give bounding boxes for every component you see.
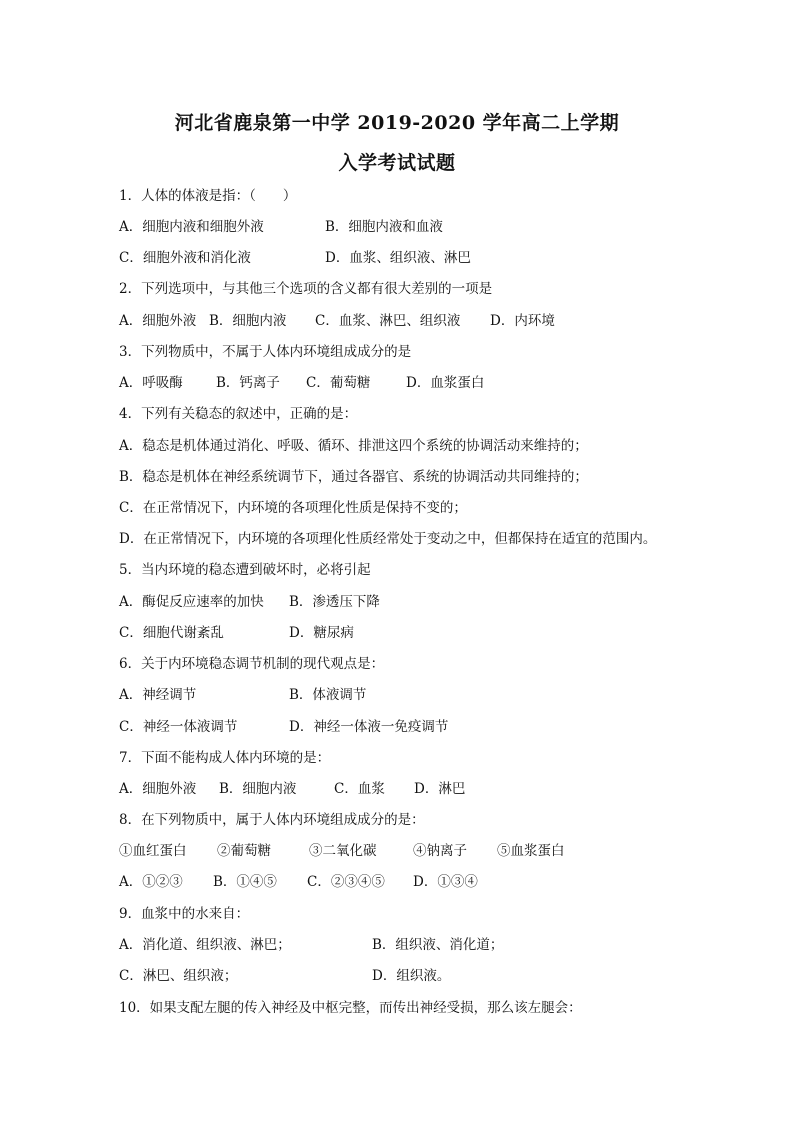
option-1b: B．细胞内液和血液 bbox=[325, 219, 443, 235]
question-10-stem: 10．如果支配左腿的传入神经及中枢完整，而传出神经受损，那么该左腿会： bbox=[119, 1000, 582, 1016]
option-1c: C．细胞外液和消化液 bbox=[119, 250, 251, 266]
question-6-stem: 6．关于内环境稳态调节机制的现代观点是： bbox=[119, 656, 385, 672]
option-3d: D．血浆蛋白 bbox=[406, 375, 485, 391]
option-7c: C．血浆 bbox=[334, 781, 385, 797]
question-6-options-row-2 bbox=[119, 717, 448, 737]
option-5d: D．糖尿病 bbox=[289, 625, 354, 641]
option-7a: A．细胞外液 bbox=[119, 781, 197, 797]
question-1-options-row-2 bbox=[119, 248, 471, 268]
option-9a: A．消化道、组织液、淋巴； bbox=[119, 937, 291, 953]
question-7-options-row-1 bbox=[119, 779, 465, 799]
option-2b: B．细胞内液 bbox=[209, 313, 287, 329]
option-6c: C．神经一体液调节 bbox=[119, 719, 238, 735]
option-6b: B．体液调节 bbox=[289, 687, 367, 703]
question-9-options-row-2 bbox=[119, 966, 450, 986]
option-3c: C．葡萄糖 bbox=[306, 375, 371, 391]
question-8-stem: 8．在下列物质中，属于人体内环境组成成分的是： bbox=[119, 812, 425, 828]
option-7d: D．淋巴 bbox=[414, 781, 466, 797]
question-3-stem: 3．下列物质中，不属于人体内环境组成成分的是 bbox=[119, 344, 412, 360]
option-8d: D．①③④ bbox=[413, 874, 478, 890]
option-6a: A．神经调节 bbox=[119, 687, 197, 703]
option-9d: D．组织液。 bbox=[372, 968, 451, 984]
question-3-options-row-1 bbox=[119, 373, 484, 393]
option-4b: B．稳态是机体在神经系统调节下，通过各器官、系统的协调活动共同维持的； bbox=[119, 469, 588, 485]
option-8b: B．①④⑤ bbox=[213, 874, 277, 890]
option-5c: C．细胞代谢紊乱 bbox=[119, 625, 224, 641]
question-1-stem: 1．人体的体液是指：（ ） bbox=[119, 188, 297, 204]
option-5b: B．渗透压下降 bbox=[289, 594, 380, 610]
question-1-options-row-1 bbox=[119, 217, 443, 237]
question-5-options-row-1 bbox=[119, 592, 380, 612]
question-7-stem: 7．下面不能构成人体内环境的是： bbox=[119, 750, 331, 766]
option-8a: A．①②③ bbox=[119, 874, 183, 890]
question-9-stem: 9．血浆中的水来自： bbox=[119, 906, 250, 922]
option-4a: A．稳态是机体通过消化、呼吸、循环、排泄这四个系统的协调活动来维持的； bbox=[119, 438, 588, 454]
question-4-stem: 4．下列有关稳态的叙述中，正确的是： bbox=[119, 406, 358, 422]
question-5-stem: 5．当内环境的稳态遭到破坏时，必将引起 bbox=[119, 562, 371, 578]
question-2-stem: 2．下列选项中，与其他三个选项的含义都有很大差别的一项是 bbox=[119, 281, 493, 297]
option-2d: D．内环境 bbox=[490, 313, 555, 329]
question-2-options-row-1 bbox=[119, 311, 555, 331]
item-8-3: ③二氧化碳 bbox=[309, 843, 377, 859]
option-3a: A．呼吸酶 bbox=[119, 375, 183, 391]
item-8-4: ④钠离子 bbox=[413, 843, 467, 859]
question-8-options-row-1 bbox=[119, 872, 478, 892]
question-6-options-row-1 bbox=[119, 685, 366, 705]
exam-subtitle: 入学考试试题 bbox=[338, 152, 456, 174]
option-6d: D．神经一体液一免疫调节 bbox=[289, 719, 449, 735]
option-1a: A．细胞内液和细胞外液 bbox=[119, 219, 264, 235]
option-8c: C．②③④⑤ bbox=[307, 874, 385, 890]
option-2c: C．血浆、淋巴、组织液 bbox=[315, 313, 461, 329]
option-4d: D．在正常情况下，内环境的各项理化性质经常处于变动之中，但都保持在适宜的范围内。 bbox=[119, 531, 657, 547]
option-9c: C．淋巴、组织液； bbox=[119, 968, 238, 984]
question-5-options-row-2 bbox=[119, 623, 354, 643]
option-4c: C．在正常情况下，内环境的各项理化性质是保持不变的； bbox=[119, 500, 467, 516]
option-2a: A．细胞外液 bbox=[119, 313, 197, 329]
option-7b: B．细胞内液 bbox=[219, 781, 297, 797]
exam-title: 河北省鹿泉第一中学 2019-2020 学年高二上学期 bbox=[174, 112, 620, 134]
option-5a: A．酶促反应速率的加快 bbox=[119, 594, 264, 610]
item-8-1: ①血红蛋白 bbox=[119, 843, 187, 859]
question-8-items-row bbox=[119, 841, 565, 861]
item-8-2: ②葡萄糖 bbox=[217, 843, 271, 859]
option-1d: D．血浆、组织液、淋巴 bbox=[325, 250, 471, 266]
item-8-5: ⑤血浆蛋白 bbox=[497, 843, 565, 859]
option-9b: B．组织液、消化道； bbox=[372, 937, 504, 953]
option-3b: B．钙离子 bbox=[216, 375, 280, 391]
question-9-options-row-1 bbox=[119, 935, 503, 955]
